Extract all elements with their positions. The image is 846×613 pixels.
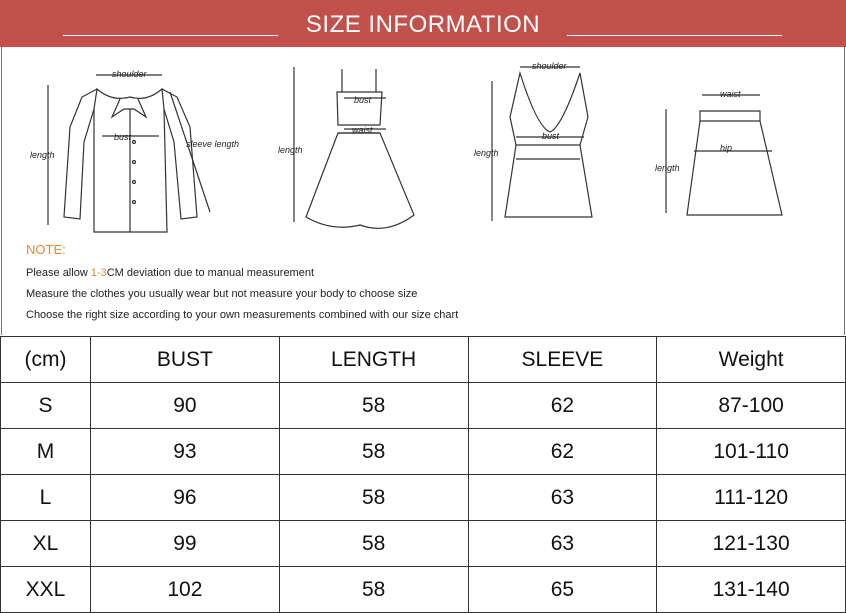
header-rule-right — [567, 35, 782, 36]
blouse-bust-label: bust — [114, 132, 132, 142]
bust-cell: 96 — [91, 475, 280, 521]
skirt-length-label: length — [655, 163, 680, 173]
size-cell: S — [1, 383, 91, 429]
size-cell: M — [1, 429, 91, 475]
dress-bust-label: bust — [354, 95, 372, 105]
tank-length-label: length — [474, 148, 499, 158]
length-cell: 58 — [279, 429, 468, 475]
tank-shoulder-label: shoulder — [532, 61, 567, 71]
sleeve-cell: 63 — [468, 475, 657, 521]
length-cell: 58 — [279, 475, 468, 521]
header-cell-weight: Weight — [657, 337, 846, 383]
note-line-1-end: CM deviation due to manual measurement — [106, 267, 315, 279]
note-line-2: Measure the clothes you usually wear but not measure your body to choose size — [26, 288, 418, 300]
table-row — [1, 475, 846, 521]
bust-cell: 93 — [91, 429, 280, 475]
weight-cell: 101-110 — [657, 429, 846, 475]
weight-cell: 87-100 — [657, 383, 846, 429]
table-row — [1, 383, 846, 429]
header-cell-length: LENGTH — [279, 337, 468, 383]
table-row — [1, 429, 846, 475]
table-row — [1, 567, 846, 613]
sleeve-cell: 62 — [468, 383, 657, 429]
weight-cell: 131-140 — [657, 567, 846, 613]
weight-cell: 121-130 — [657, 521, 846, 567]
dress-length-label: length — [278, 145, 303, 155]
note-line-3: Choose the right size according to your own measurements combined with our size chart — [26, 309, 459, 321]
note-title: NOTE: — [26, 242, 66, 257]
length-cell: 58 — [279, 567, 468, 613]
size-chart-table — [0, 336, 846, 613]
header-cell-sleeve: SLEEVE — [468, 337, 657, 383]
sleeve-cell: 62 — [468, 429, 657, 475]
length-cell: 58 — [279, 383, 468, 429]
blouse-shoulder-label: shoulder — [112, 69, 147, 79]
page-title: SIZE INFORMATION — [305, 11, 541, 38]
sleeve-cell: 63 — [468, 521, 657, 567]
header-cell-unit: (cm) — [1, 337, 91, 383]
bust-cell: 102 — [91, 567, 280, 613]
size-cell: L — [1, 475, 91, 521]
length-cell: 58 — [279, 521, 468, 567]
size-cell: XXL — [1, 567, 91, 613]
bust-cell: 90 — [91, 383, 280, 429]
skirt-hip-label: hip — [720, 143, 733, 153]
weight-cell: 111-120 — [657, 475, 846, 521]
measurement-illustrations — [1, 47, 845, 335]
sleeve-cell: 65 — [468, 567, 657, 613]
note-line-1-start: Please allow — [26, 267, 91, 279]
blouse-sleeve-label: sleeve length — [186, 139, 240, 149]
skirt-illustration — [666, 95, 782, 215]
dress-illustration — [294, 67, 414, 228]
note-line-1-highlight: 1-3 — [90, 267, 107, 279]
table-header-row — [1, 337, 846, 383]
bust-cell: 99 — [91, 521, 280, 567]
dress-waist-label: waist — [352, 125, 373, 135]
blouse-illustration — [48, 75, 210, 232]
table-row — [1, 521, 846, 567]
note-line-1 — [26, 267, 314, 279]
tank-top-illustration — [492, 67, 592, 221]
size-cell: XL — [1, 521, 91, 567]
header-cell-bust: BUST — [91, 337, 280, 383]
skirt-waist-label: waist — [720, 89, 741, 99]
header-banner — [0, 0, 846, 47]
blouse-length-label: length — [30, 150, 55, 160]
tank-bust-label: bust — [542, 131, 560, 141]
